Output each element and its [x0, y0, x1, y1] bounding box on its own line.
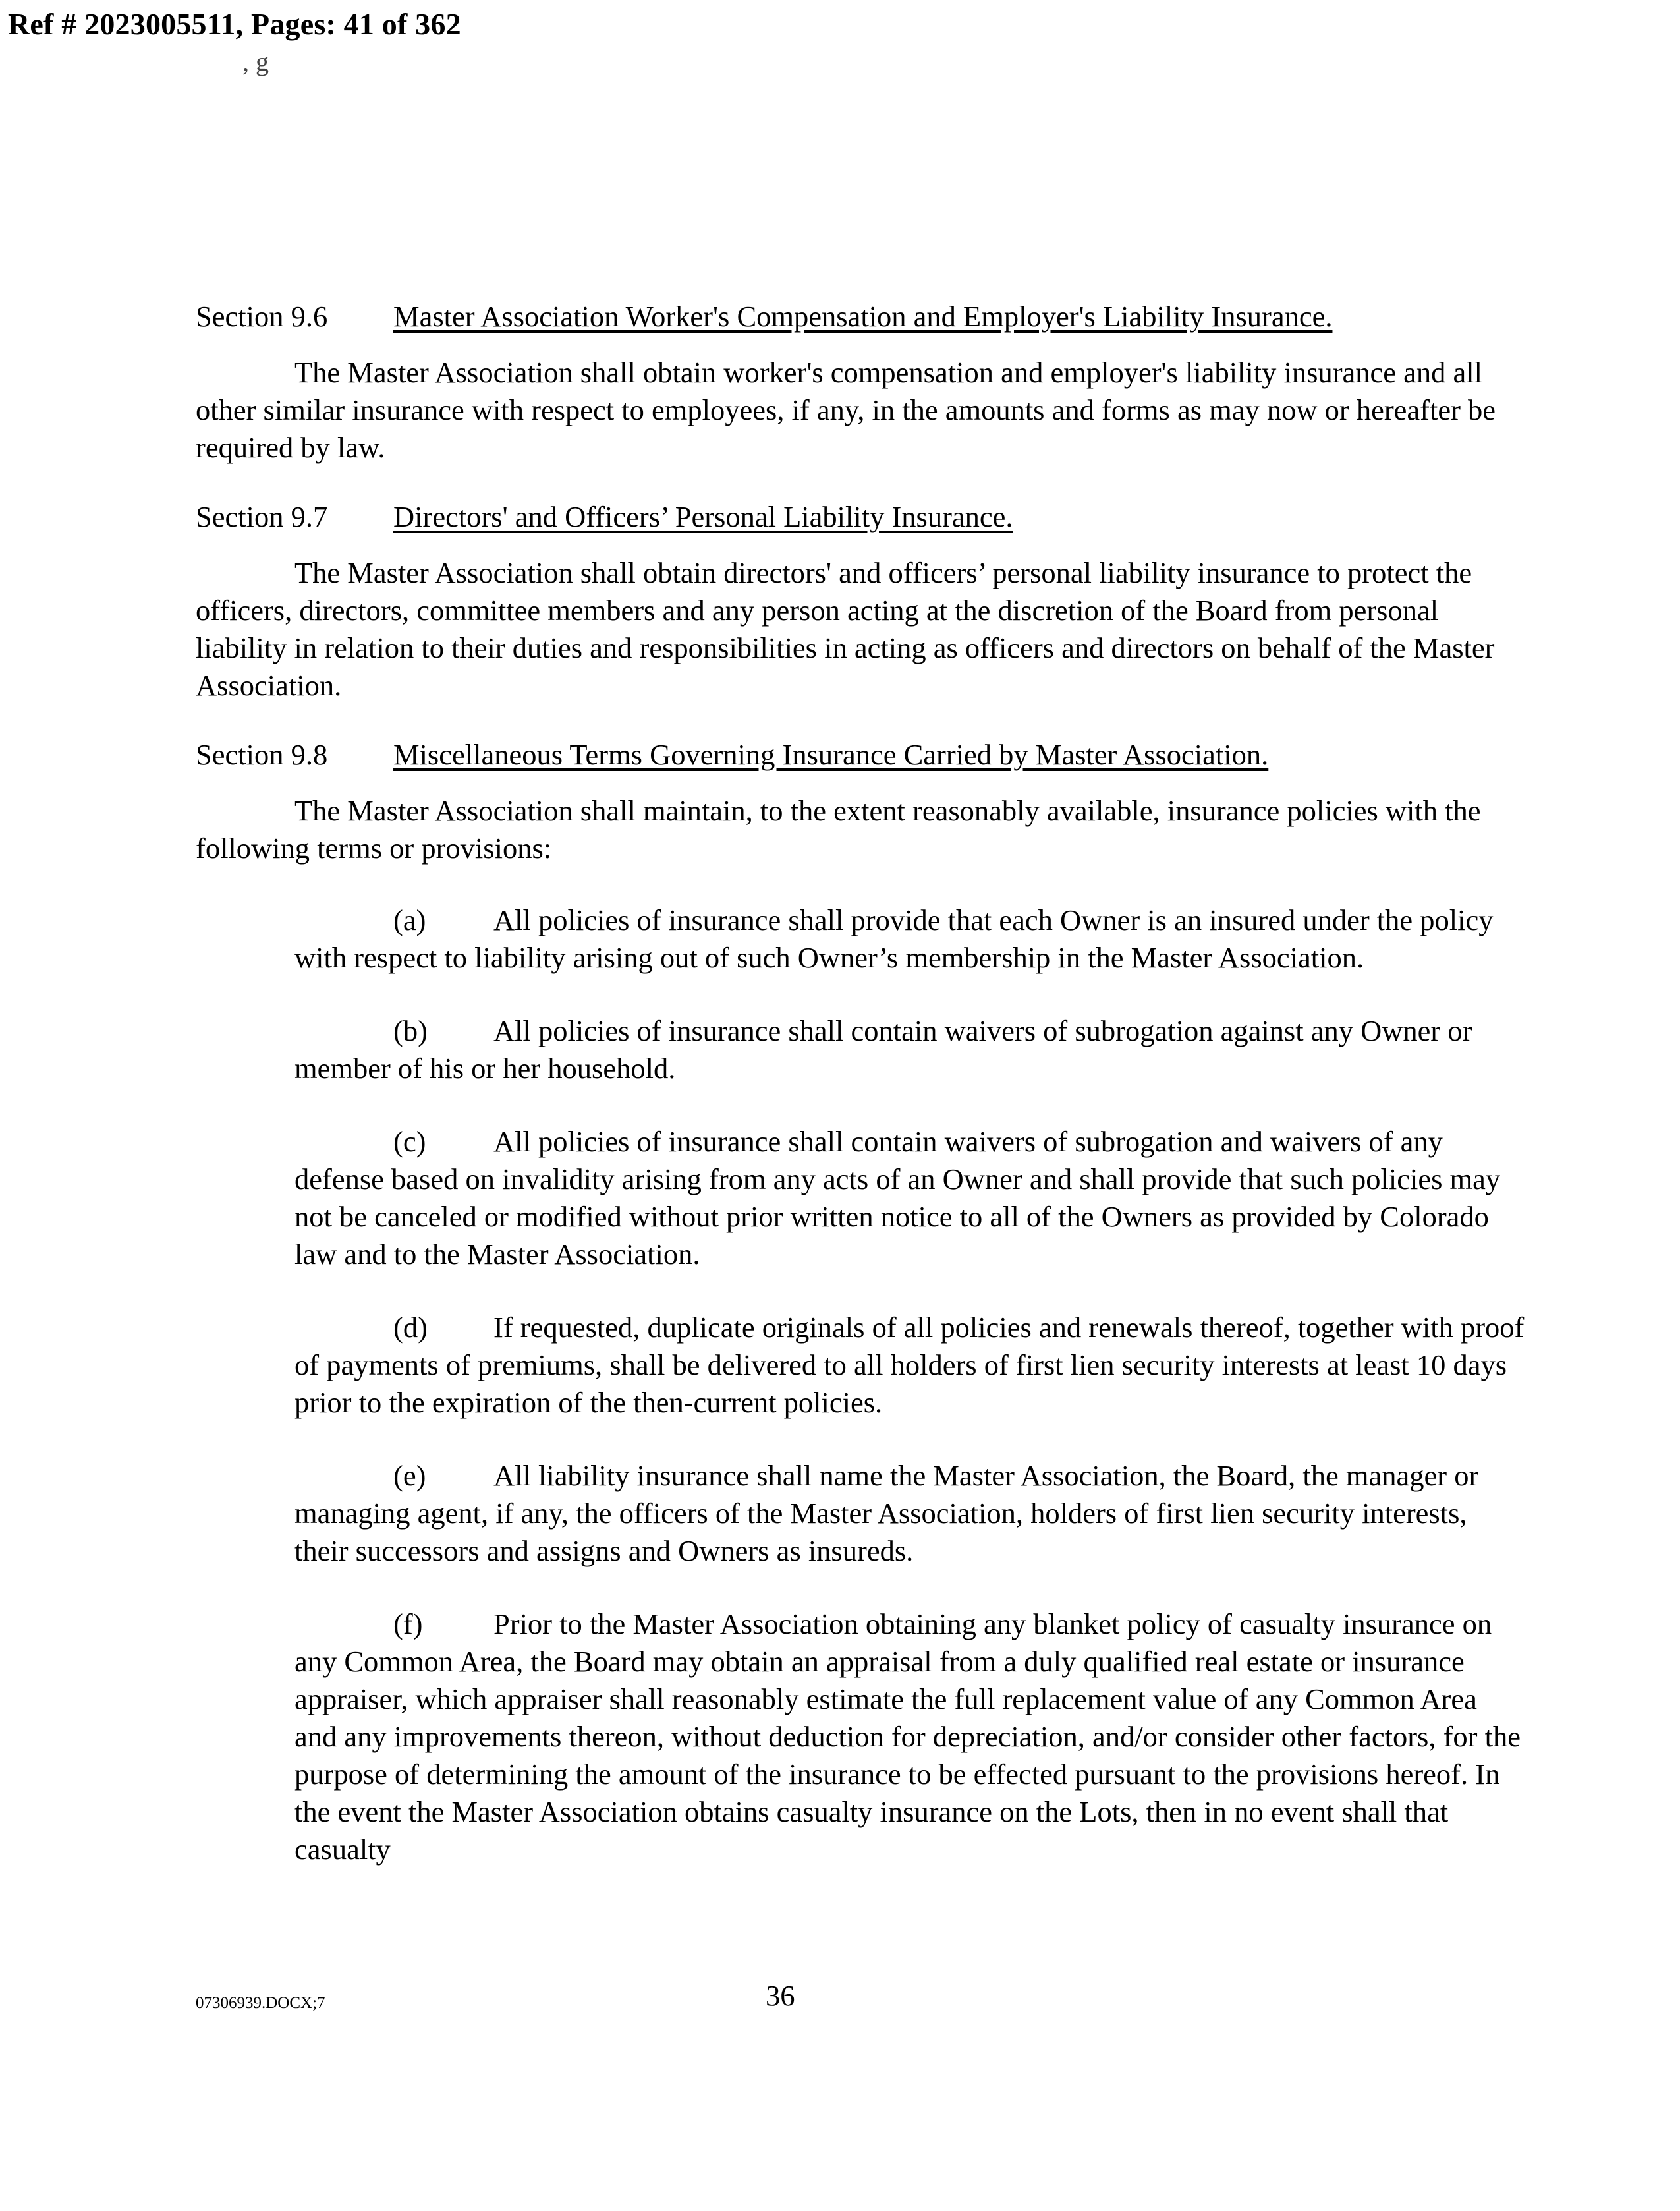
list-item-a [294, 902, 1526, 977]
list-item-e [294, 1457, 1526, 1570]
reference-header: Ref # 2023005511, Pages: 41 of 362 [8, 7, 461, 41]
section-title: Master Association Worker's Compensation and Employer's Liability Insurance. [393, 300, 1333, 333]
section-number: Section 9.6 [196, 300, 328, 333]
page-number: 36 [766, 1979, 795, 2012]
item-label: (f) [393, 1607, 423, 1640]
section-9-6-body: The Master Association shall obtain worker's compensation and employer's liability insurance and all other similar insurance with respect to employees, if any, in the amounts and forms as may now or hereafter be required by law. [196, 356, 1496, 464]
list-item-b [294, 1012, 1526, 1087]
section-9-7-heading [196, 498, 1526, 536]
stray-mark: , g [242, 47, 269, 76]
footer-document-id: 07306939.DOCX;7 [196, 1994, 325, 2012]
item-label: (d) [393, 1311, 428, 1344]
section-title: Miscellaneous Terms Governing Insurance Carried by Master Association. [393, 738, 1269, 771]
item-text: If requested, duplicate originals of all policies and renewals thereof, together with proof of payments of premiums, shall be delivered to all holders of first lien security interests at least 10 days prior to the expiration of the then-current policies. [294, 1311, 1525, 1419]
item-label: (e) [393, 1459, 426, 1492]
section-9-7-body: The Master Association shall obtain directors' and officers’ personal liability insurance to protect the officers, directors, committee members and any person acting at the discretion of the Board from personal liability in relation to their duties and responsibilities in acting as officers and directors on behalf of the Master Association. [196, 556, 1495, 702]
item-text: All liability insurance shall name the Master Association, the Board, the manager or managing agent, if any, the officers of the Master Association, holders of first lien security interests, their successors and assigns and Owners as insureds. [294, 1459, 1479, 1567]
item-text: Prior to the Master Association obtaining any blanket policy of casualty insurance on any Common Area, the Board may obtain an appraisal from a duly qualified real estate or insurance appraiser, which appraiser shall reasonably estimate the full replacement value of any Common Area and any improvements thereon, without deduction for depreciation, and/or consider other factors, for the purpose of determining the amount of the insurance to be effected pursuant to the provisions hereof. In the event the Master Association obtains casualty insurance on the Lots, then in no event shall that casualty [294, 1607, 1521, 1866]
item-label: (c) [393, 1125, 426, 1158]
document-body [196, 298, 1526, 1904]
section-number: Section 9.8 [196, 738, 328, 771]
item-label: (b) [393, 1014, 428, 1047]
item-text: All policies of insurance shall provide that each Owner is an insured under the policy with respect to liability arising out of such Owner’s membership in the Master Association. [294, 904, 1494, 974]
item-text: All policies of insurance shall contain waivers of subrogation and waivers of any defense based on invalidity arising from any acts of an Owner and shall provide that such policies may not be canceled or modified without prior written notice to all of the Owners as provided by Colorado law and to the Master Association. [294, 1125, 1501, 1271]
list-item-f [294, 1605, 1526, 1868]
item-label: (a) [393, 904, 426, 936]
list-item-c [294, 1123, 1526, 1273]
list-item-d [294, 1309, 1526, 1421]
section-9-6-heading [196, 298, 1526, 335]
section-9-8-body: The Master Association shall maintain, to the extent reasonably available, insurance policies with the following terms or provisions: [196, 794, 1481, 865]
section-title: Directors' and Officers’ Personal Liability Insurance. [393, 500, 1013, 533]
item-text: All policies of insurance shall contain waivers of subrogation against any Owner or member of his or her household. [294, 1014, 1472, 1085]
section-number: Section 9.7 [196, 500, 328, 533]
section-9-8-heading [196, 736, 1526, 774]
